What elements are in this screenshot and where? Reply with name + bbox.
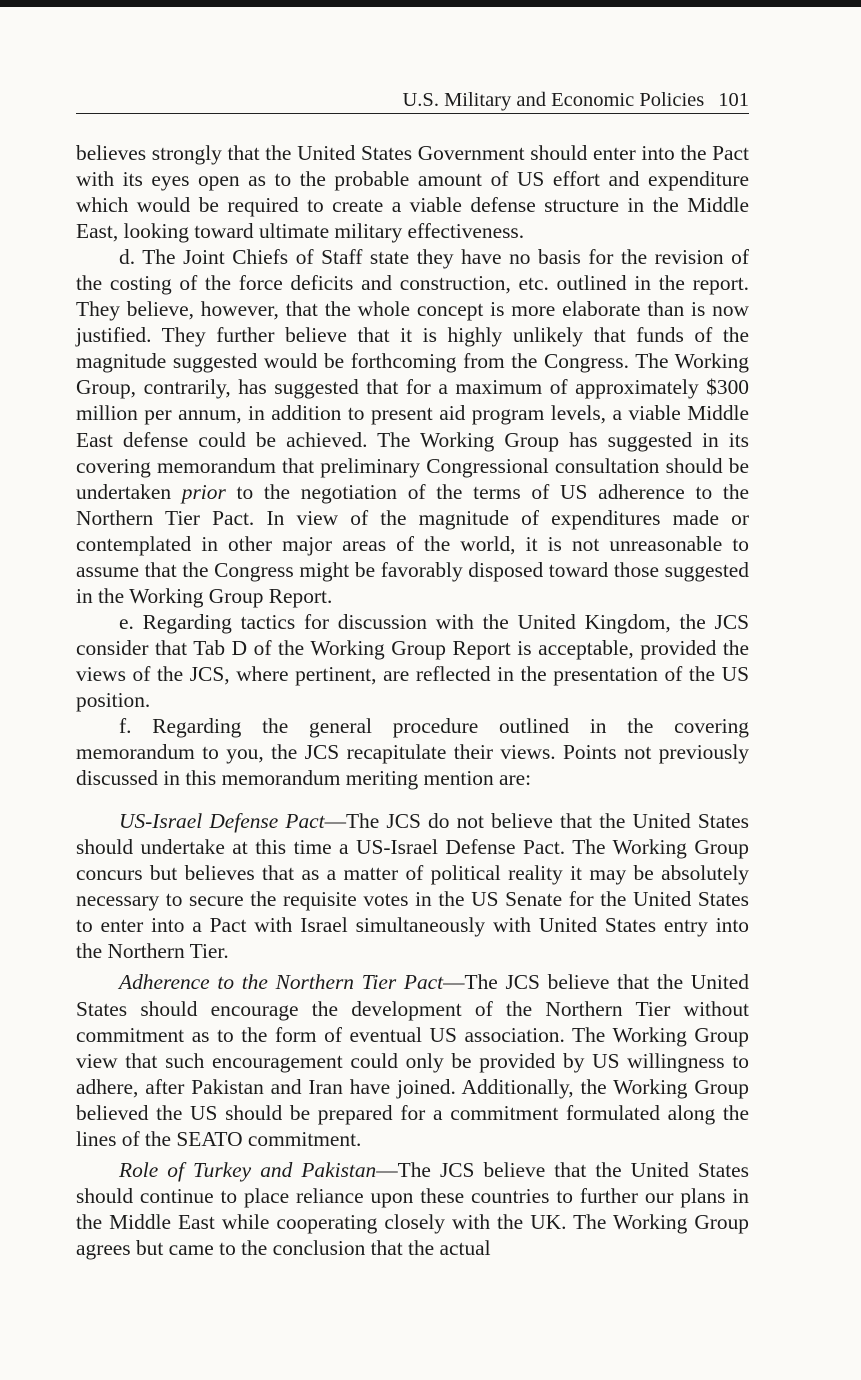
paragraph-text: —The JCS believe that the United States should continue to place reliance upon these countries to further our plans in the Middle East while cooperating closely with the UK. The Working Group agrees but came to the conclusion that the actual [76,1157,749,1260]
running-title: U.S. Military and Economic Policies [402,89,705,111]
paragraph-northern-tier [76,969,749,1151]
page-top-edge [0,0,861,7]
page-number: 101 [718,89,749,111]
paragraph-text: —The JCS believe that the United States should encourage the development of the Northern Tier without commitment as to the form of eventual US association. The Working Group view that such encouragement could only be provided by US willingness to adhere, after Pakistan and Iran have joined. Additionally, the Working Group believed the US should be prepared for a commitment formulated along the lines of the SEATO commitment. [76,970,749,1151]
paragraph-d [76,244,749,609]
running-head [76,86,749,114]
paragraph-heading: Adherence to the Northern Tier Pact [119,970,444,995]
paragraph-text: believes strongly that the United States Government should enter into the Pact with its eyes open as to the probable amount of US effort and expenditure which would be required to create a viable defense structure in the Middle East, looking toward ultimate military effectiveness. [76,141,749,244]
paragraph-text: to the negotiation of the terms of US adherence to the Northern Tier Pact. In view of the magnitude of expenditures made or contemplated in other major areas of the world, it is not unreasonable to assume that the Congress might be favorably disposed toward those suggested in the Working Group Report. [76,479,750,608]
paragraph-heading: US-Israel Defense Pact [119,809,325,834]
paragraph-e [76,609,749,713]
paragraph-text: f. Regarding the general procedure outlined in the covering memorandum to you, the JCS recapitulate their views. Points not previously discussed in this memorandum meriting mention are: [76,714,749,791]
paragraph-us-israel-pact [76,808,749,964]
paragraph-text: —The JCS do not believe that the United States should undertake at this time a US-Israel Defense Pact. The Working Group concurs but believes that as a matter of political reality it may be absolutely necessary to secure the requisite votes in the US Senate for the United States to enter into a Pact with Israel simultaneously with United States entry into the Northern Tier. [76,809,750,964]
paragraph-heading: Role of Turkey and Pakistan [119,1157,377,1182]
paragraph-text: e. Regarding tactics for discussion with the United Kingdom, the JCS consider that Tab D of the Working Group Report is acceptable, provided the views of the JCS, where pertinent, are reflected in the presentation of the US position. [76,609,749,712]
paragraph-continuation [76,140,749,244]
paragraph-f [76,713,749,791]
paragraph-turkey-pakistan [76,1157,749,1261]
emphasis-prior: prior [181,479,226,504]
paragraph-text: d. The Joint Chiefs of Staff state they have no basis for the revision of the costing of the force deficits and construction, etc. outlined in the report. They believe, however, that the whole concept is more elaborate than is now justified. They further believe that it is highly unlikely that funds of the magnitude suggested would be forthcoming from the Congress. The Working Group, contrarily, has suggested that for a maximum of approximately $300 million per annum, in addition to present aid program levels, a viable Middle East defense could be achieved. The Working Group has suggested in its covering memorandum that preliminary Congressional consultation should be undertaken [76,245,749,504]
body-text [76,140,749,1261]
